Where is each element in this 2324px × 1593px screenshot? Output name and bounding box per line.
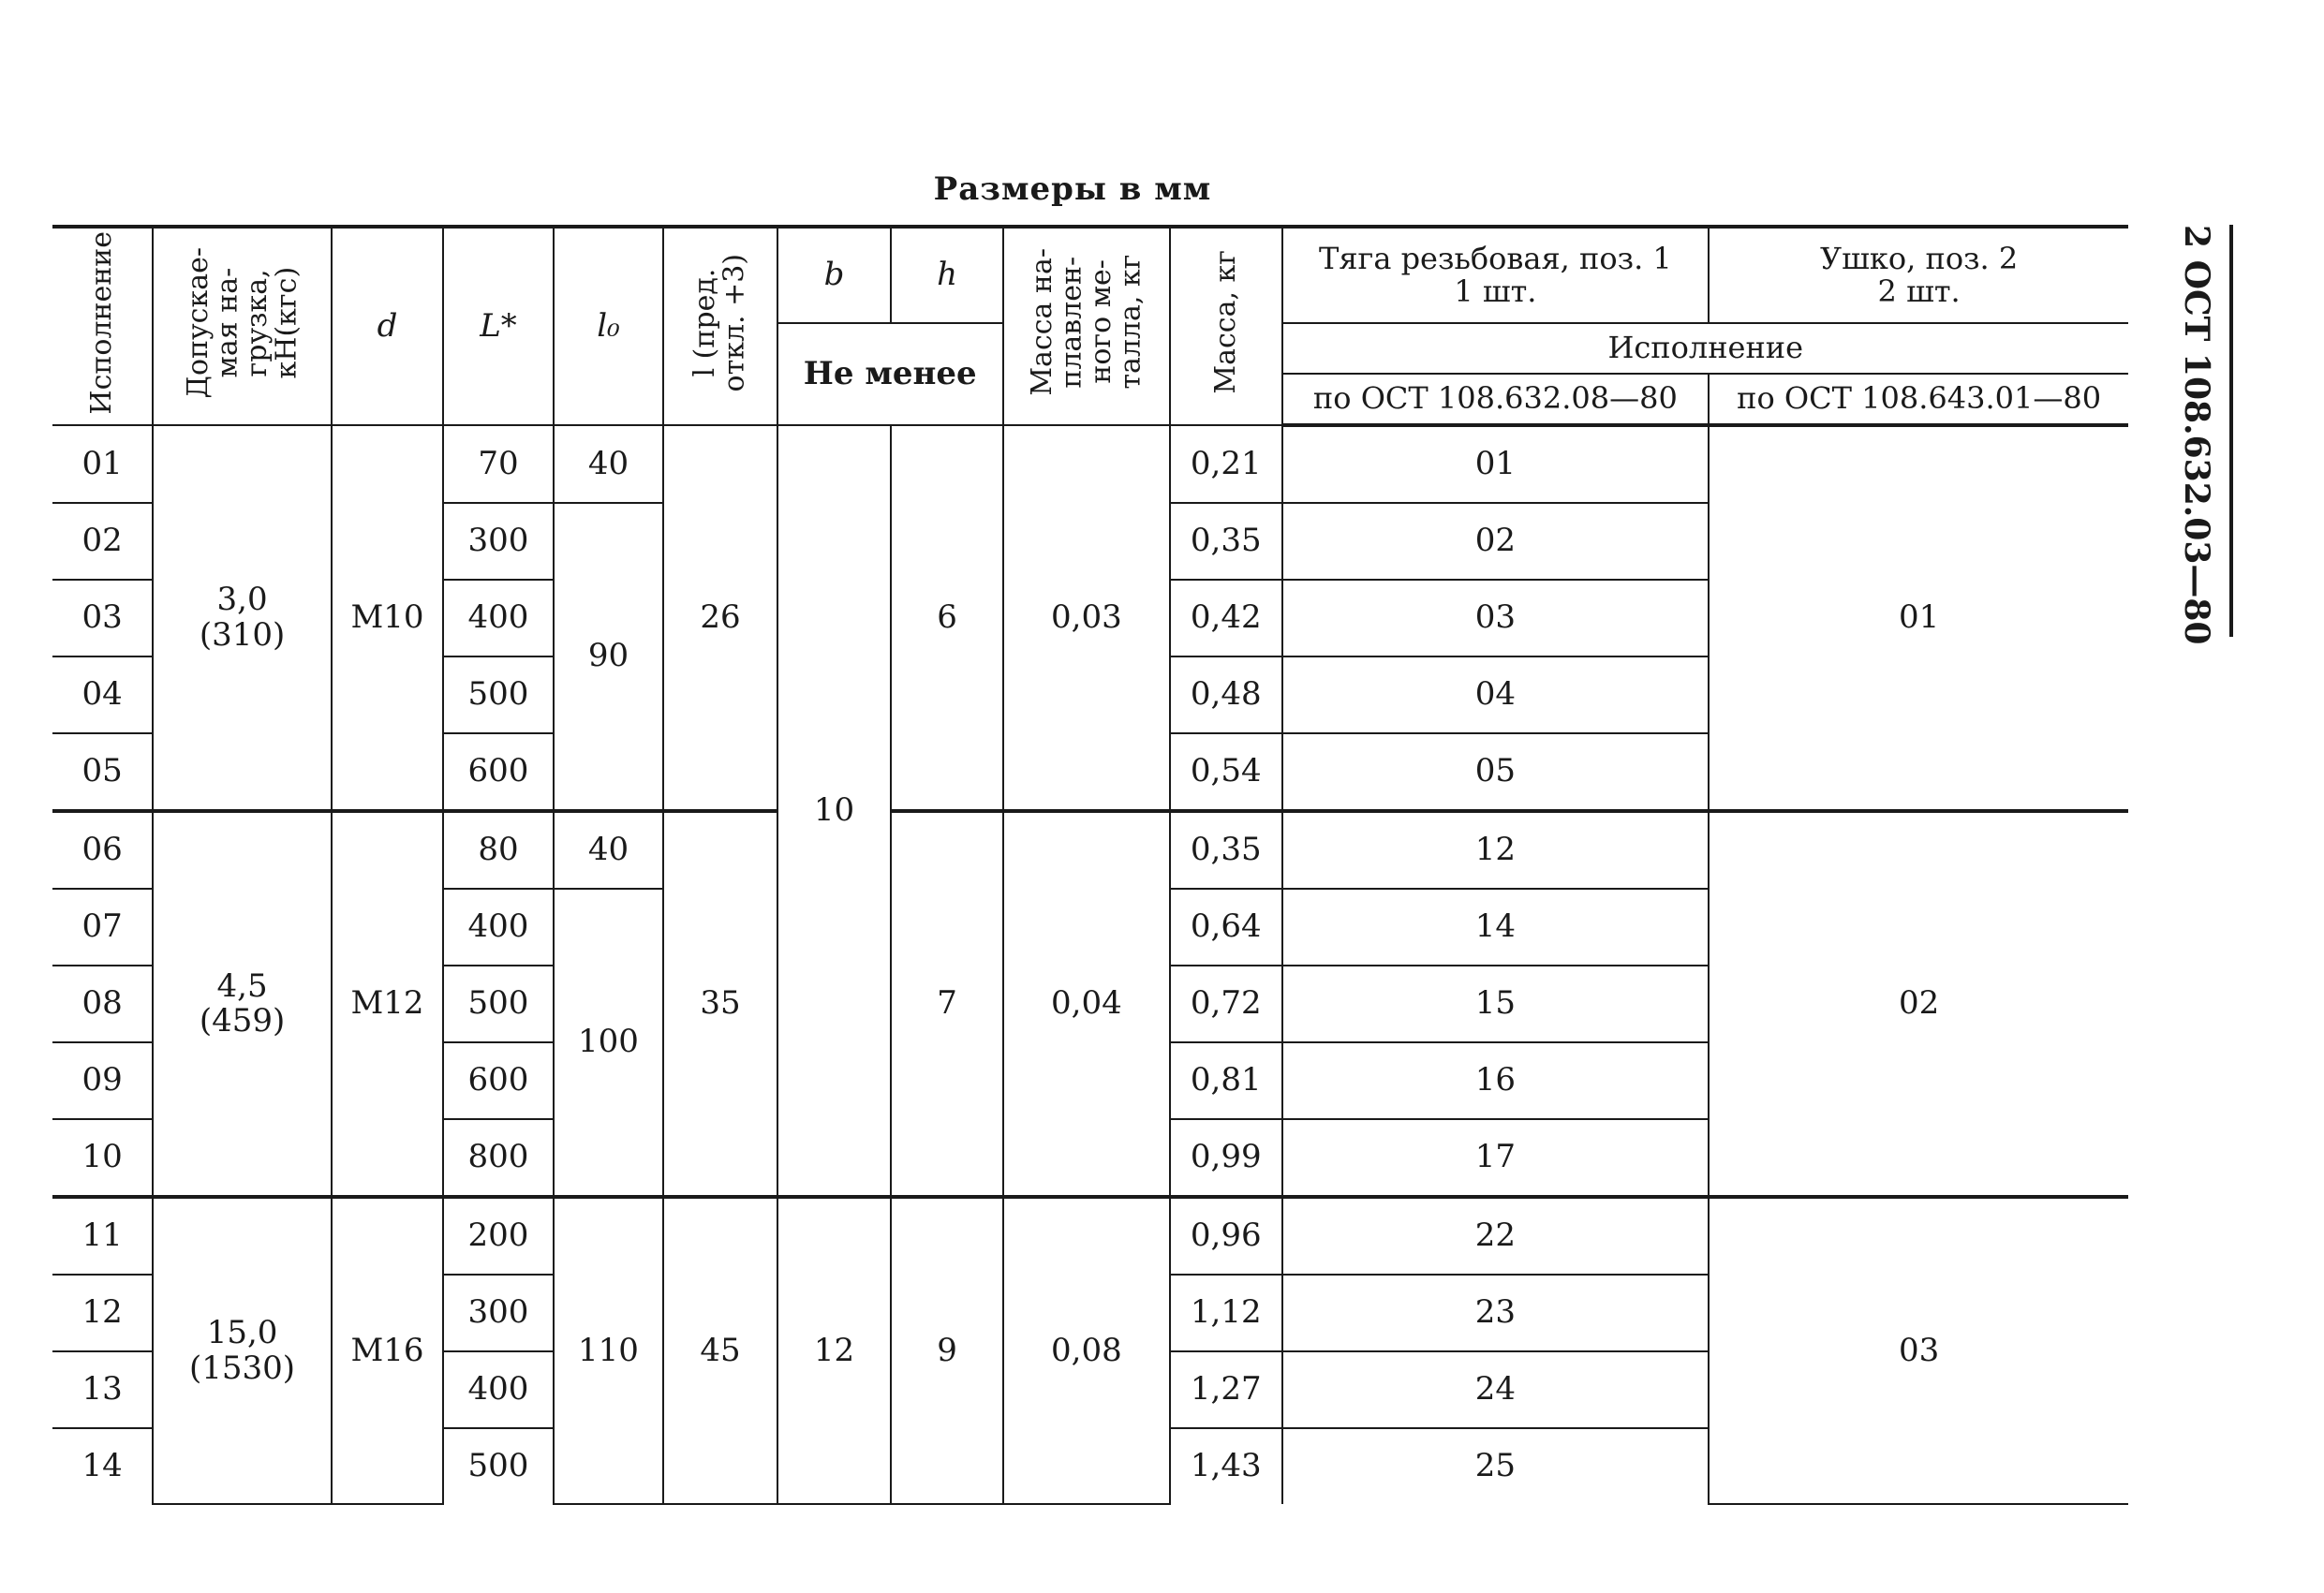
table-row	[52, 425, 2128, 503]
cell-isp: 06	[52, 811, 153, 889]
cell-ushko: 02	[1709, 811, 2128, 1197]
cell-l0: 90	[554, 503, 663, 811]
cell-isp: 09	[52, 1042, 153, 1119]
cell-L: 600	[443, 733, 553, 811]
cell-tyaga: 04	[1282, 656, 1710, 733]
cell-l0: 110	[554, 1197, 663, 1504]
cell-tyaga: 14	[1282, 889, 1710, 966]
cell-h: 6	[891, 425, 1003, 811]
cell-b-shared: 10	[777, 425, 892, 1197]
cell-tyaga: 03	[1282, 580, 1710, 656]
cell-mass: 0,35	[1170, 503, 1282, 580]
cell-isp: 02	[52, 503, 153, 580]
cell-L: 300	[443, 1275, 553, 1351]
cell-tyaga: 22	[1282, 1197, 1710, 1275]
cell-mass: 1,43	[1170, 1428, 1282, 1504]
header-l0: l₀	[554, 227, 663, 425]
cell-l: 26	[663, 425, 777, 811]
header-ispolnenie: Исполнение	[52, 227, 153, 425]
header-load: Допускае- мая на- грузка, кН(кгс)	[153, 227, 331, 425]
header-L: L*	[443, 227, 553, 425]
cell-l0: 40	[554, 811, 663, 889]
cell-ushko: 01	[1709, 425, 2128, 811]
cell-mass: 0,42	[1170, 580, 1282, 656]
cell-L: 300	[443, 503, 553, 580]
cell-isp: 08	[52, 966, 153, 1042]
cell-isp: 04	[52, 656, 153, 733]
cell-l0: 40	[554, 425, 663, 503]
cell-L: 80	[443, 811, 553, 889]
cell-h: 9	[891, 1197, 1003, 1504]
cell-tyaga: 25	[1282, 1428, 1710, 1504]
header-mass: Масса, кг	[1170, 227, 1282, 425]
header-ost-ushko: по ОСТ 108.643.01—80	[1709, 374, 2128, 425]
cell-isp: 05	[52, 733, 153, 811]
cell-l0: 100	[554, 889, 663, 1197]
cell-L: 70	[443, 425, 553, 503]
cell-load: 15,0 (1530)	[153, 1197, 331, 1504]
cell-mass: 1,27	[1170, 1351, 1282, 1428]
cell-mass: 0,81	[1170, 1042, 1282, 1119]
cell-mass: 1,12	[1170, 1275, 1282, 1351]
cell-load: 3,0 (310)	[153, 425, 331, 811]
cell-isp: 10	[52, 1119, 153, 1197]
cell-d: M10	[332, 425, 444, 811]
cell-l: 45	[663, 1197, 777, 1504]
cell-l: 35	[663, 811, 777, 1197]
cell-ushko: 03	[1709, 1197, 2128, 1504]
cell-h: 7	[891, 811, 1003, 1197]
cell-L: 500	[443, 966, 553, 1042]
cell-mass: 0,72	[1170, 966, 1282, 1042]
cell-isp: 03	[52, 580, 153, 656]
cell-tyaga: 05	[1282, 733, 1710, 811]
header-ost-tyaga: по ОСТ 108.632.08—80	[1282, 374, 1710, 425]
cell-tyaga: 16	[1282, 1042, 1710, 1119]
header-l: l (пред. откл. +3)	[663, 227, 777, 425]
cell-mass: 0,48	[1170, 656, 1282, 733]
cell-L: 800	[443, 1119, 553, 1197]
header-mass-metal: Масса на- плавлен- ного ме- талла, кг	[1003, 227, 1170, 425]
cell-mass: 0,64	[1170, 889, 1282, 966]
cell-L: 200	[443, 1197, 553, 1275]
cell-b: 12	[777, 1197, 892, 1504]
table-row	[52, 811, 2128, 889]
table-header	[52, 227, 2128, 425]
header-ispolnenie-2: Исполнение	[1282, 323, 2128, 374]
cell-isp: 13	[52, 1351, 153, 1428]
table-row	[52, 1197, 2128, 1275]
cell-L: 400	[443, 889, 553, 966]
cell-mass-metal: 0,04	[1003, 811, 1170, 1197]
cell-tyaga: 24	[1282, 1351, 1710, 1428]
cell-L: 500	[443, 656, 553, 733]
table-title: Размеры в мм	[933, 170, 1212, 208]
dimensions-table	[52, 225, 2128, 1505]
cell-d: M12	[332, 811, 444, 1197]
cell-isp: 14	[52, 1428, 153, 1504]
cell-mass: 0,35	[1170, 811, 1282, 889]
header-d: d	[332, 227, 444, 425]
cell-d: M16	[332, 1197, 444, 1504]
header-b: b	[777, 227, 892, 323]
header-tyaga: Тяга резьбовая, поз. 1 1 шт.	[1282, 227, 1710, 323]
cell-tyaga: 23	[1282, 1275, 1710, 1351]
cell-isp: 01	[52, 425, 153, 503]
header-ne-menee: Не менее	[777, 323, 1003, 425]
cell-load: 4,5 (459)	[153, 811, 331, 1197]
header-h: h	[891, 227, 1003, 323]
cell-isp: 12	[52, 1275, 153, 1351]
cell-tyaga: 17	[1282, 1119, 1710, 1197]
cell-L: 600	[443, 1042, 553, 1119]
cell-tyaga: 02	[1282, 503, 1710, 580]
cell-L: 500	[443, 1428, 553, 1504]
cell-tyaga: 15	[1282, 966, 1710, 1042]
side-document-label	[2164, 225, 2233, 645]
cell-mass-metal: 0,03	[1003, 425, 1170, 811]
cell-L: 400	[443, 1351, 553, 1428]
cell-mass: 0,21	[1170, 425, 1282, 503]
cell-tyaga: 01	[1282, 425, 1710, 503]
cell-mass: 0,99	[1170, 1119, 1282, 1197]
cell-mass: 0,54	[1170, 733, 1282, 811]
document-number: 2 ОСТ 108.632.03—80	[2177, 225, 2216, 645]
cell-isp: 11	[52, 1197, 153, 1275]
cell-isp: 07	[52, 889, 153, 966]
table-body	[52, 425, 2128, 1504]
cell-L: 400	[443, 580, 553, 656]
cell-mass-metal: 0,08	[1003, 1197, 1170, 1504]
cell-tyaga: 12	[1282, 811, 1710, 889]
header-ushko: Ушко, поз. 2 2 шт.	[1709, 227, 2128, 323]
cell-mass: 0,96	[1170, 1197, 1282, 1275]
